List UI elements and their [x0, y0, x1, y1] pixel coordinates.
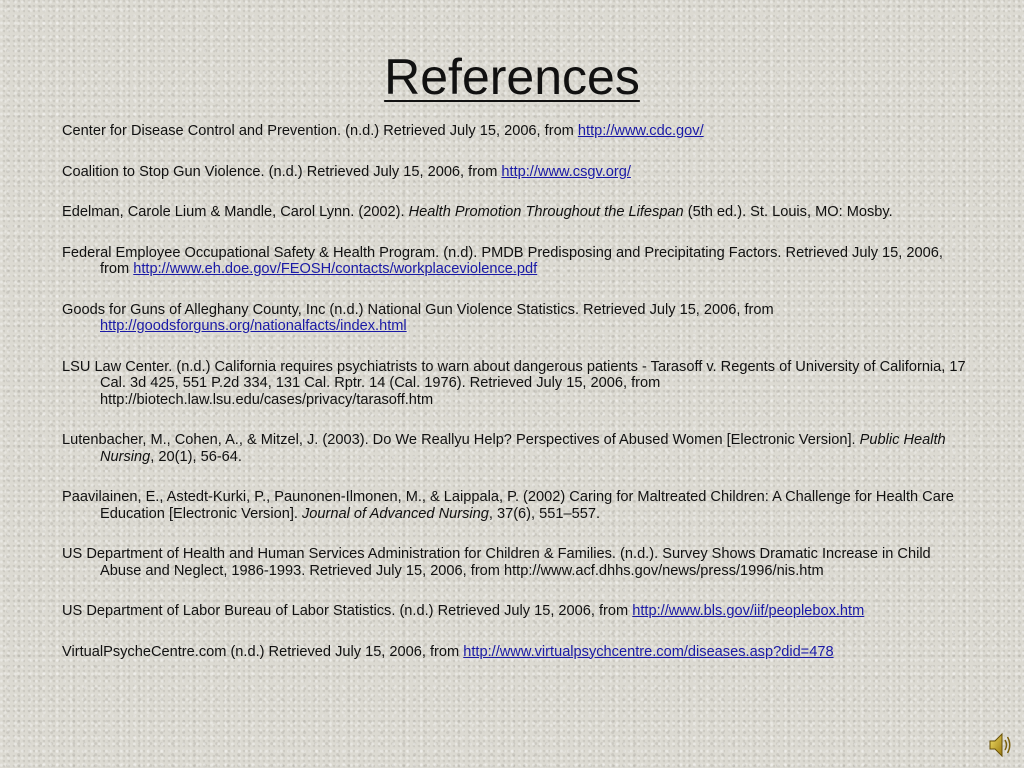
speaker-icon[interactable]: [988, 730, 1014, 760]
reference-item: [62, 432, 972, 465]
reference-link[interactable]: http://www.virtualpsychcentre.com/diseases.asp?did=478: [463, 643, 834, 660]
reference-text: Edelman, Carole Lium & Mandle, Carol Lynn. (2002).: [62, 204, 409, 220]
reference-link[interactable]: http://www.cdc.gov/: [577, 123, 704, 139]
reference-item: [62, 164, 972, 181]
reference-journal-title: Journal of Advanced Nursing: [302, 505, 489, 522]
reference-text: , 20(1), 56-64.: [150, 448, 242, 465]
reference-journal-title: Public Health Nursing: [100, 432, 946, 465]
reference-text: (5th ed.). St. Louis, MO: Mosby.: [683, 204, 893, 220]
reference-text: US Department of Labor Bureau of Labor Statistics. (n.d.) Retrieved July 15, 2006, from: [62, 603, 633, 619]
reference-text: Goods for Guns of Alleghany County, Inc (n.d.) National Gun Violence Statistics. Retrieved July 15, 2006, from: [62, 301, 774, 318]
reference-text: US Department of Health and Human Services Administration for Children & Families. (n.d.). Survey Shows Dramatic Increase in Child Abuse and Neglect, 1986-1993. Retrieved July 15, 2006, from http://www.acf.dhhs.gov/news/press/1996/nis.htm: [62, 546, 931, 579]
reference-text: VirtualPsycheCentre.com (n.d.) Retrieved July 15, 2006, from: [62, 643, 464, 660]
reference-item: [62, 603, 972, 620]
reference-item: [62, 546, 972, 579]
reference-item: [62, 123, 972, 140]
reference-text: Federal Employee Occupational Safety & Health Program. (n.d). PMDB Predisposing and Precipitating Factors. Retrieved July 15, 2006, from: [62, 244, 943, 277]
reference-link[interactable]: http://www.eh.doe.gov/FEOSH/contacts/workplaceviolence.pdf: [133, 261, 538, 277]
reference-item: [62, 489, 972, 522]
reference-item: [62, 245, 972, 278]
reference-text: LSU Law Center. (n.d.) California requires psychiatrists to warn about dangerous patients - Tarasoff v. Regents of University of California, 17 Cal. 3d 425, 551 P.2d 334, 131 Cal. Rptr. 14 (Cal. 1976). Retrieved July 15, 2006, from http://biotech.law.lsu.edu/cases/privacy/tarasoff.htm: [62, 358, 966, 408]
reference-text: , 37(6), 551–557.: [488, 505, 601, 522]
reference-item: [62, 204, 972, 221]
reference-link[interactable]: http://www.csgv.org/: [501, 163, 631, 180]
reference-list: [62, 123, 972, 684]
slide-title: References: [384, 49, 640, 105]
reference-item: [62, 359, 972, 409]
reference-link[interactable]: http://goodsforguns.org/nationalfacts/index.html: [100, 318, 407, 334]
reference-text: Paavilainen, E., Astedt-Kurki, P., Paunonen-Ilmonen, M., & Laippala, P. (2002) Caring for Maltreated Children: A Challenge for Health Care Education [Electronic Version].: [62, 489, 954, 522]
reference-link[interactable]: http://www.bls.gov/iif/peoplebox.htm: [632, 603, 865, 619]
reference-text: Lutenbacher, M., Cohen, A., & Mitzel, J. (2003). Do We Reallyu Help? Perspectives of Abused Women [Electronic Version].: [62, 432, 860, 448]
reference-text: Center for Disease Control and Prevention. (n.d.) Retrieved July 15, 2006, from: [62, 123, 578, 139]
reference-item: [62, 302, 972, 335]
reference-item: [62, 644, 972, 661]
reference-journal-title: Health Promotion Throughout the Lifespan: [408, 204, 684, 220]
reference-text: Coalition to Stop Gun Violence. (n.d.) Retrieved July 15, 2006, from: [62, 163, 502, 180]
